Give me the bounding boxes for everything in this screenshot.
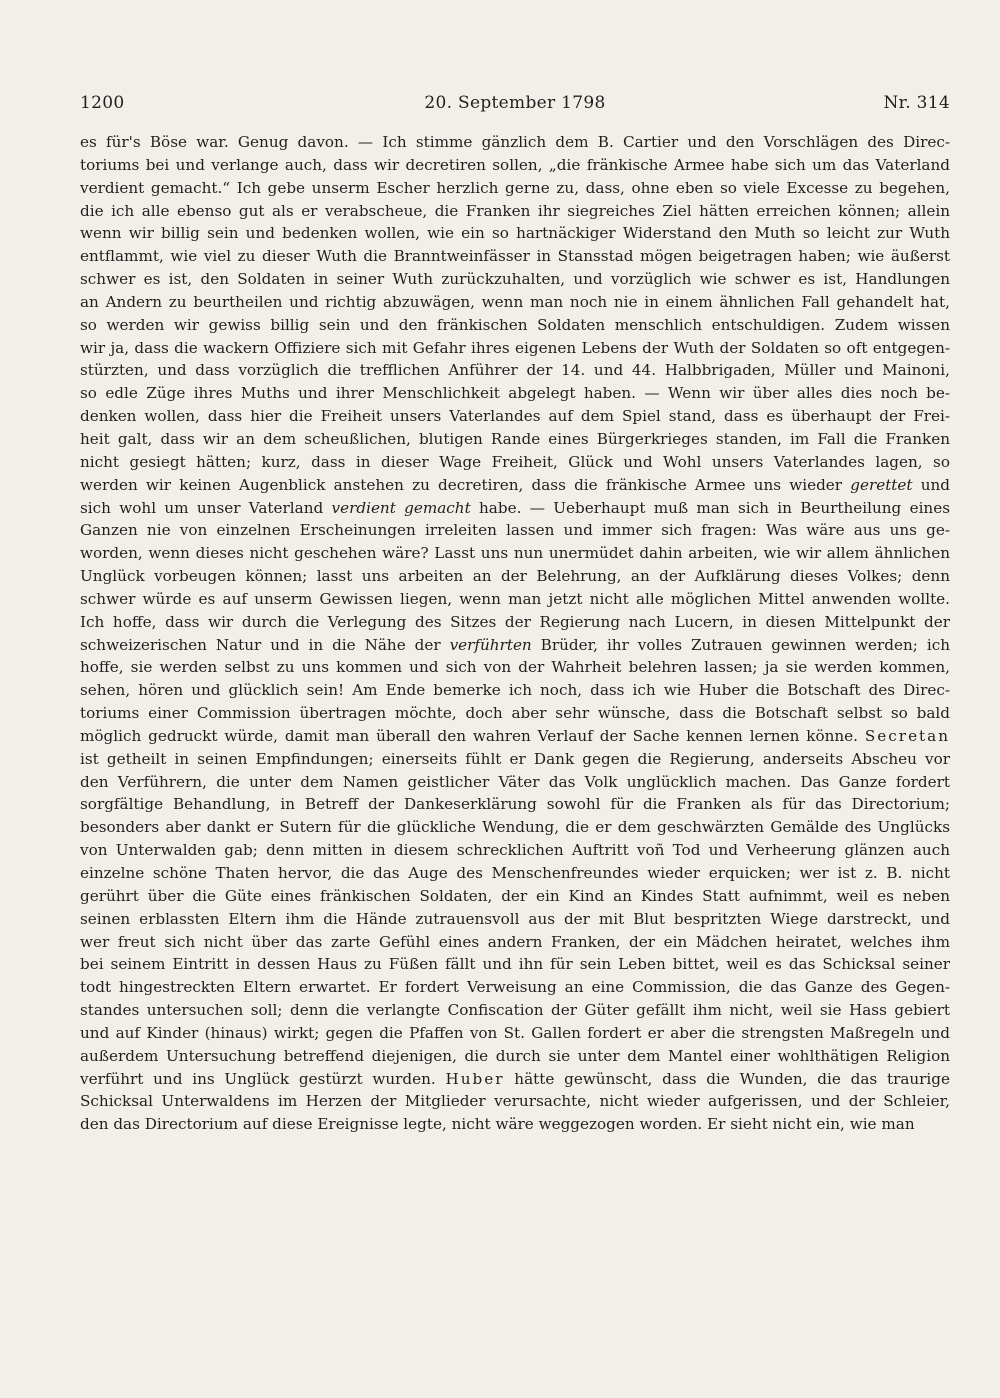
text-line	[80, 953, 950, 976]
text-line	[80, 1045, 950, 1068]
text-segment: besonders aber dankt er Sutern für die glückliche Wendung, die er dem geschwärzten Gemälde des Unglücks	[80, 818, 950, 837]
text-line	[80, 679, 950, 702]
text-segment: schwer würde es auf unserm Gewissen liegen, wenn man jetzt nicht alle möglichen Mittel anwenden wollte.	[80, 589, 950, 608]
text-segment: ist getheilt in seinen Empfindungen; einerseits fühlt er Dank gegen die Regierung, anderseits Abscheu vor	[80, 749, 950, 768]
italic-text: verdient gemacht	[331, 498, 471, 517]
text-line	[80, 382, 950, 405]
text-segment: stürzten, und dass vorzüglich die trefflichen Anführer der 14. und 44. Halbbrigaden, Müller und Mainoni,	[80, 361, 950, 380]
text-line	[80, 222, 950, 245]
text-line	[80, 748, 950, 771]
text-segment: außerdem Untersuchung betreffend diejenigen, die durch sie unter dem Mantel einer wohlthätigen Religion	[80, 1046, 950, 1065]
text-line	[80, 405, 950, 428]
text-line	[80, 885, 950, 908]
text-segment: verführt und ins Unglück gestürzt wurden.	[80, 1069, 446, 1088]
text-segment: worden, wenn dieses nicht geschehen wäre? Lasst uns nun unermüdet dahin arbeiten, wie wir allem ähnlichen	[80, 544, 950, 563]
text-segment: bei seinem Eintritt in dessen Haus zu Füßen fällt und ihn für sein Leben bittet, weil es das Schicksal seiner	[80, 955, 950, 974]
text-line	[80, 611, 950, 634]
text-segment: seinen erblassten Eltern ihm die Hände zutrauensvoll aus der mit Blut bespritzten Wiege darstreckt, und	[80, 909, 950, 928]
running-header	[80, 93, 950, 123]
text-line	[80, 1068, 950, 1091]
text-line	[80, 428, 950, 451]
text-line	[80, 245, 950, 268]
text-line	[80, 359, 950, 382]
body-text	[80, 131, 950, 1136]
text-segment: Brüder, ihr volles Zutrauen gewinnen werden; ich	[531, 635, 950, 654]
text-segment: Ganzen nie von einzelnen Erscheinungen irreleiten lassen und immer sich fragen: Was wäre aus uns ge-	[80, 521, 950, 540]
text-segment: sehen, hören und glücklich sein! Am Ende bemerke ich noch, dass ich wie Huber die Botschaft des Direc-	[80, 681, 950, 700]
text-segment: und	[912, 475, 950, 494]
text-line	[80, 1022, 950, 1045]
text-line	[80, 154, 950, 177]
text-segment: so edle Züge ihres Muths und ihrer Menschlichkeit abgelegt haben. — Wenn wir über alles dies noch be-	[80, 384, 950, 403]
text-line	[80, 1113, 950, 1136]
text-segment: toriums bei und verlange auch, dass wir decretiren sollen, „die fränkische Armee habe sich um das Vaterland	[80, 155, 950, 174]
text-segment: wir ja, dass die wackern Offiziere sich mit Gefahr ihres eigenen Lebens der Wuth der Soldaten so oft entgegen-	[80, 338, 950, 357]
text-segment: und auf Kinder (hinaus) wirkt; gegen die Pfaffen von St. Gallen fordert er aber die strengsten Maßregeln und	[80, 1023, 950, 1042]
text-line	[80, 131, 950, 154]
text-line	[80, 771, 950, 794]
text-line	[80, 177, 950, 200]
text-line	[80, 725, 950, 748]
text-segment: todt hingestreckten Eltern erwartet. Er fordert Verweisung an eine Commission, die das Ganze des Gegen-	[80, 978, 950, 997]
issue-number: Nr. 314	[883, 93, 950, 113]
text-line	[80, 793, 950, 816]
text-segment: gerührt über die Güte eines fränkischen Soldaten, der ein Kind an Kindes Statt aufnimmt, weil es neben	[80, 886, 950, 905]
text-line	[80, 656, 950, 679]
text-segment: Ich hoffe, dass wir durch die Verlegung des Sitzes der Regierung nach Lucern, in diesen Mittelpunkt der	[80, 612, 950, 631]
text-segment: standes untersuchen soll; denn die verlangte Confiscation der Güter gefällt ihm nicht, weil sie Hass gebiert	[80, 1001, 950, 1020]
text-line	[80, 497, 950, 520]
text-line	[80, 451, 950, 474]
text-line	[80, 634, 950, 657]
text-segment: wer freut sich nicht über das zarte Gefühl eines andern Franken, der ein Mädchen heiratet, welches ihm	[80, 932, 950, 951]
text-line	[80, 314, 950, 337]
text-segment: so werden wir gewiss billig sein und den fränkischen Soldaten menschlich entschuldigen. Zudem wissen	[80, 315, 950, 334]
text-line	[80, 862, 950, 885]
text-line	[80, 908, 950, 931]
text-segment: nicht gesiegt hätten; kurz, dass in dieser Wage Freiheit, Glück und Wohl unsers Vaterlandes lagen, so	[80, 452, 950, 471]
text-segment: den das Directorium auf diese Ereignisse legte, nicht wäre weggezogen worden. Er sieht nicht ein, wie man	[80, 1115, 915, 1134]
text-segment: habe. — Ueberhaupt muß man sich in Beurtheilung eines	[470, 498, 950, 517]
text-line	[80, 702, 950, 725]
text-line	[80, 1090, 950, 1113]
text-segment: hoffe, sie werden selbst zu uns kommen und sich von der Wahrheit belehren lassen; ja sie werden kommen,	[80, 658, 950, 677]
italic-text: gerettet	[850, 475, 913, 494]
text-line	[80, 268, 950, 291]
text-segment: es für's Böse war. Genug davon. — Ich stimme gänzlich dem B. Cartier und den Vorschlägen des Direc-	[80, 133, 950, 151]
text-line	[80, 200, 950, 223]
text-segment: verdient gemacht.“ Ich gebe unserm Escher herzlich gerne zu, dass, ohne eben so viele Excesse zu begehen,	[80, 178, 950, 197]
text-segment: von Unterwalden gab; denn mitten in diesem schrecklichen Auftritt voñ Tod und Verheerung glänzen auch	[80, 841, 950, 860]
text-segment: entflammt, wie viel zu dieser Wuth die Branntweinfässer in Stansstad mögen beigetragen haben; wie äußerst	[80, 247, 950, 266]
text-segment: an Andern zu beurtheilen und richtig abzuwägen, wenn man noch nie in einem ähnlichen Fall gehandelt hat,	[80, 292, 950, 311]
speaker-name: Huber	[445, 1069, 505, 1088]
header-date: 20. September 1798	[424, 93, 606, 113]
text-segment: sorgfältige Behandlung, in Betreff der Dankeserklärung sowohl für die Franken als für das Directorium;	[80, 795, 950, 814]
text-line	[80, 291, 950, 314]
text-segment: Schicksal Unterwaldens im Herzen der Mitglieder verursachte, nicht wieder aufgerissen, und der Schleier,	[80, 1092, 950, 1111]
text-line	[80, 931, 950, 954]
text-segment: den Verführern, die unter dem Namen geistlicher Väter das Volk unglücklich machen. Das Ganze fordert	[80, 772, 950, 791]
text-segment: möglich gedruckt würde, damit man überall den wahren Verlauf der Sache kennen lernen könne.	[80, 726, 865, 745]
text-segment: sich wohl um unser Vaterland	[80, 498, 332, 517]
text-line	[80, 816, 950, 839]
text-segment: werden wir keinen Augenblick anstehen zu decretiren, dass die fränkische Armee uns wieder	[80, 475, 851, 494]
text-line	[80, 542, 950, 565]
text-line	[80, 519, 950, 542]
text-segment: Unglück vorbeugen können; lasst uns arbeiten an der Belehrung, an der Aufklärung dieses Volkes; denn	[80, 567, 950, 586]
text-line	[80, 337, 950, 360]
italic-text: verführten	[449, 635, 532, 654]
text-segment: schwer es ist, den Soldaten in seiner Wuth zurückzuhalten, und vorzüglich wie schwer es ist, Handlungen	[80, 270, 950, 289]
text-segment: toriums einer Commission übertragen möchte, doch aber sehr wünsche, dass die Botschaft selbst so bald	[80, 704, 950, 723]
text-segment: hätte gewünscht, dass die Wunden, die das traurige	[504, 1069, 950, 1088]
text-segment: denken wollen, dass hier die Freiheit unsers Vaterlandes auf dem Spiel stand, dass es überhaupt der Frei-	[80, 407, 950, 426]
text-segment: wenn wir billig sein und bedenken wollen, wie ein so hartnäckiger Widerstand den Muth so leicht zur Wuth	[80, 224, 950, 243]
text-line	[80, 474, 950, 497]
text-line	[80, 565, 950, 588]
text-line	[80, 588, 950, 611]
speaker-name: Secretan	[864, 726, 950, 745]
text-segment: die ich alle ebenso gut als er verabscheue, die Franken ihr siegreiches Ziel hätten erreichen können; allein	[80, 201, 950, 220]
text-line	[80, 839, 950, 862]
text-line	[80, 999, 950, 1022]
text-segment: heit galt, dass wir an dem scheußlichen, blutigen Rande eines Bürgerkrieges standen, im Fall die Franken	[80, 429, 950, 448]
page-number: 1200	[80, 93, 125, 113]
text-segment: schweizerischen Natur und in die Nähe der	[80, 635, 450, 654]
text-segment: einzelne schöne Thaten hervor, die das Auge des Menschenfreundes wieder erquicken; wer ist z. B. nicht	[80, 864, 950, 882]
text-line	[80, 976, 950, 999]
